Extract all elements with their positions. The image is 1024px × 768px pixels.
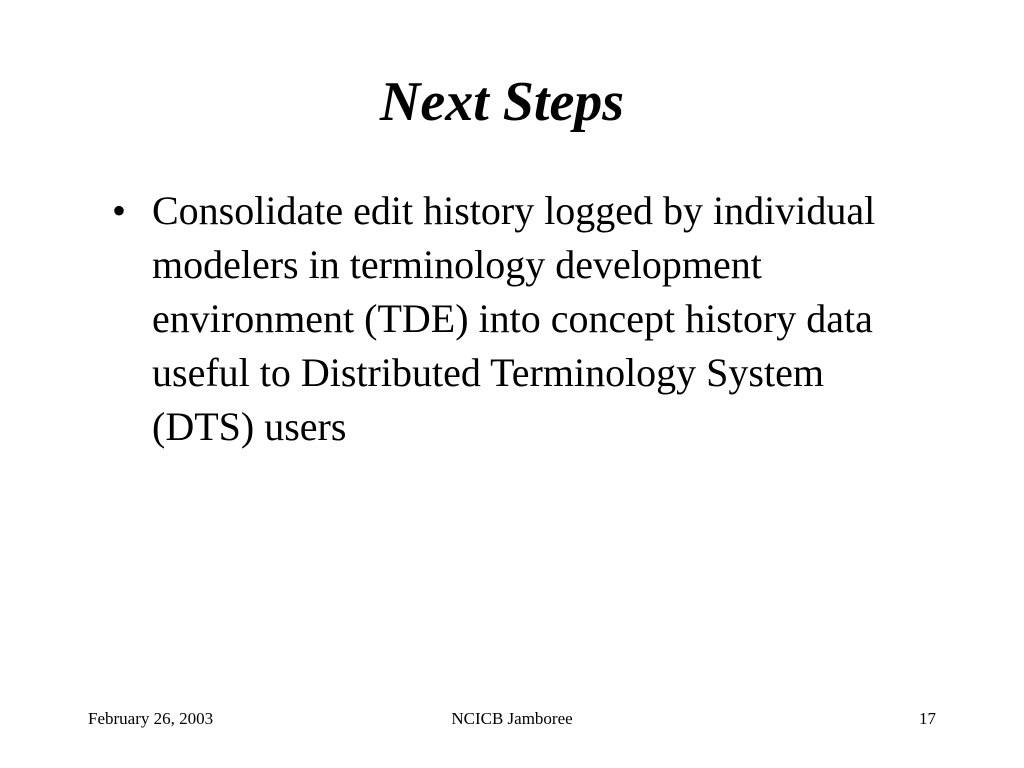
slide-title: Next Steps xyxy=(379,71,625,133)
bullet-item xyxy=(112,184,932,454)
bullet-text: Consolidate edit history logged by individual modelers in terminology development environment (TDE) into concept history data useful to Distributed Terminology System (DTS) users xyxy=(152,188,876,449)
footer-date: February 26, 2003 xyxy=(88,709,214,728)
bullet-list xyxy=(112,184,932,454)
bullet-marker: • xyxy=(112,188,127,233)
footer-page-number: 17 xyxy=(919,709,936,728)
footer-event: NCICB Jamboree xyxy=(451,709,573,728)
